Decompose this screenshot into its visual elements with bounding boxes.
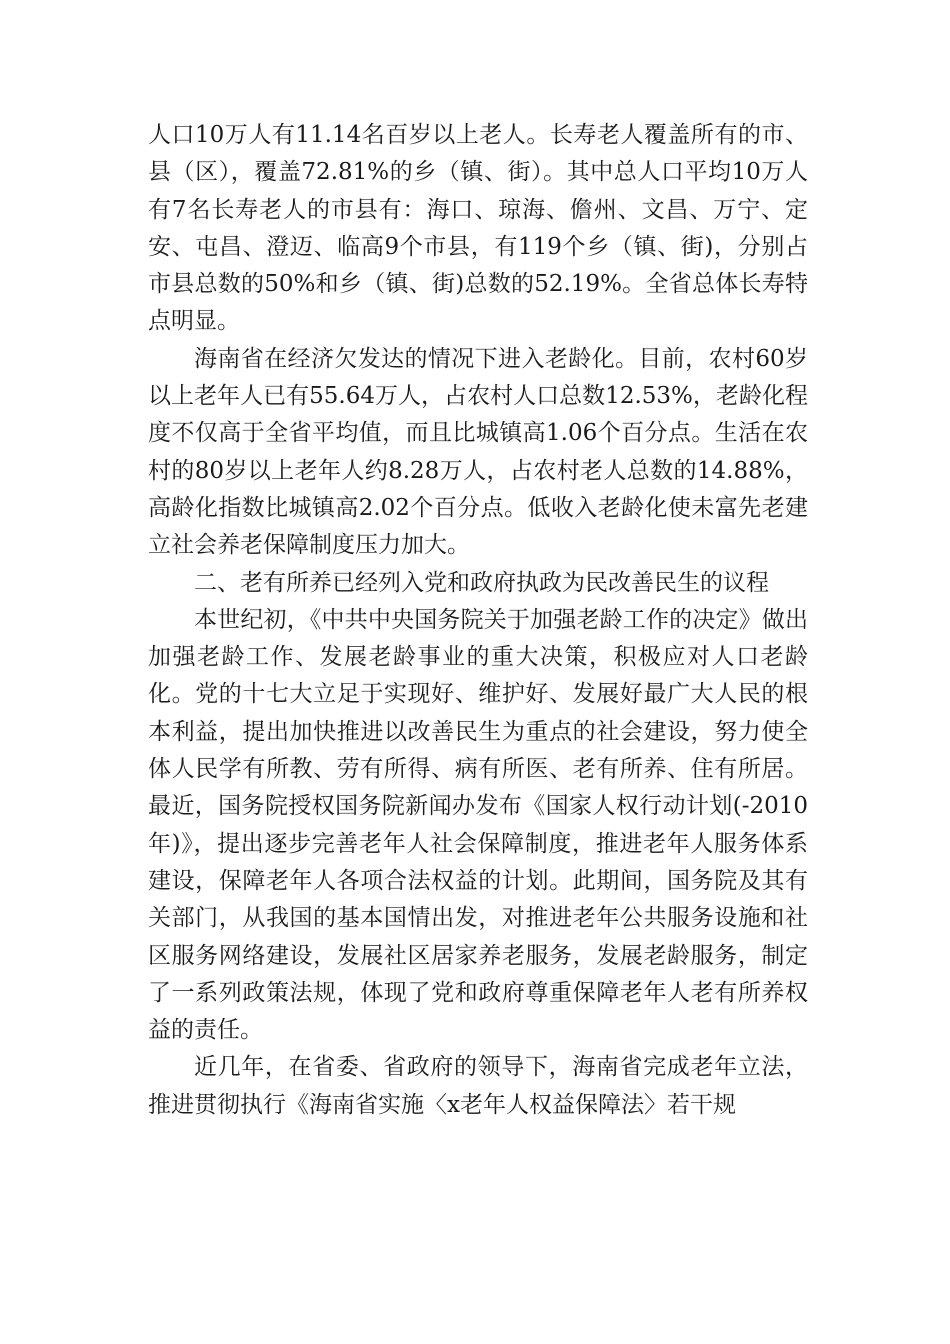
document-body	[148, 117, 808, 1124]
paragraph-hainan-legislation: 近几年，在省委、省政府的领导下，海南省完成老年立法，推进贯彻执行《海南省实施〈x老年人权益保障法〉若干规	[148, 1054, 808, 1118]
paragraph-rural-aging: 海南省在经济欠发达的情况下进入老龄化。目前，农村60岁以上老年人已有55.64万人，占农村人口总数12.53%，老龄化程度不仅高于全省平均值，而且比城镇高1.06个百分点。生活在农村的80岁以上老年人约8.28万人，占农村老人总数的14.88%，高龄化指数比城镇高2.02个百分点。低收入老龄化使未富先老建立社会养老保障制度压力加大。	[148, 345, 808, 559]
paragraph-longevity-statistics: 人口10万人有11.14名百岁以上老人。长寿老人覆盖所有的市、县（区），覆盖72.81%的乡（镇、街）。其中总人口平均10万人有7名长寿老人的市县有：海口、琼海、儋州、文昌、万宁、定安、屯昌、澄迈、临高9个市县，有119个乡（镇、街)，分别占市县总数的50%和乡（镇、街)总数的52.19%。全省总体长寿特点明显。	[148, 122, 808, 335]
section-heading-2: 二、老有所养已经列入党和政府执政为民改善民生的议程	[194, 569, 769, 596]
paragraph-national-policy: 本世纪初，《中共中央国务院关于加强老龄工作的决定》做出加强老龄工作、发展老龄事业的重大决策，积极应对人口老龄化。党的十七大立足于实现好、维护好、发展好最广大人民的根本利益，提出加快推进以改善民生为重点的社会建设，努力使全体人民学有所教、劳有所得、病有所医、老有所养、住有所居。最近，国务院授权国务院新闻办发布《国家人权行动计划(-2010年)》，提出逐步完善老年人社会保障制度，推进老年人服务体系建设，保障老年人各项合法权益的计划。此期间，国务院及其有关部门，从我国的基本国情出发，对推进老年公共服务设施和社区服务网络建设，发展社区居家养老服务，发展老龄服务，制定了一系列政策法规，体现了党和政府尊重保障老年人老有所养权益的责任。	[148, 606, 808, 1044]
